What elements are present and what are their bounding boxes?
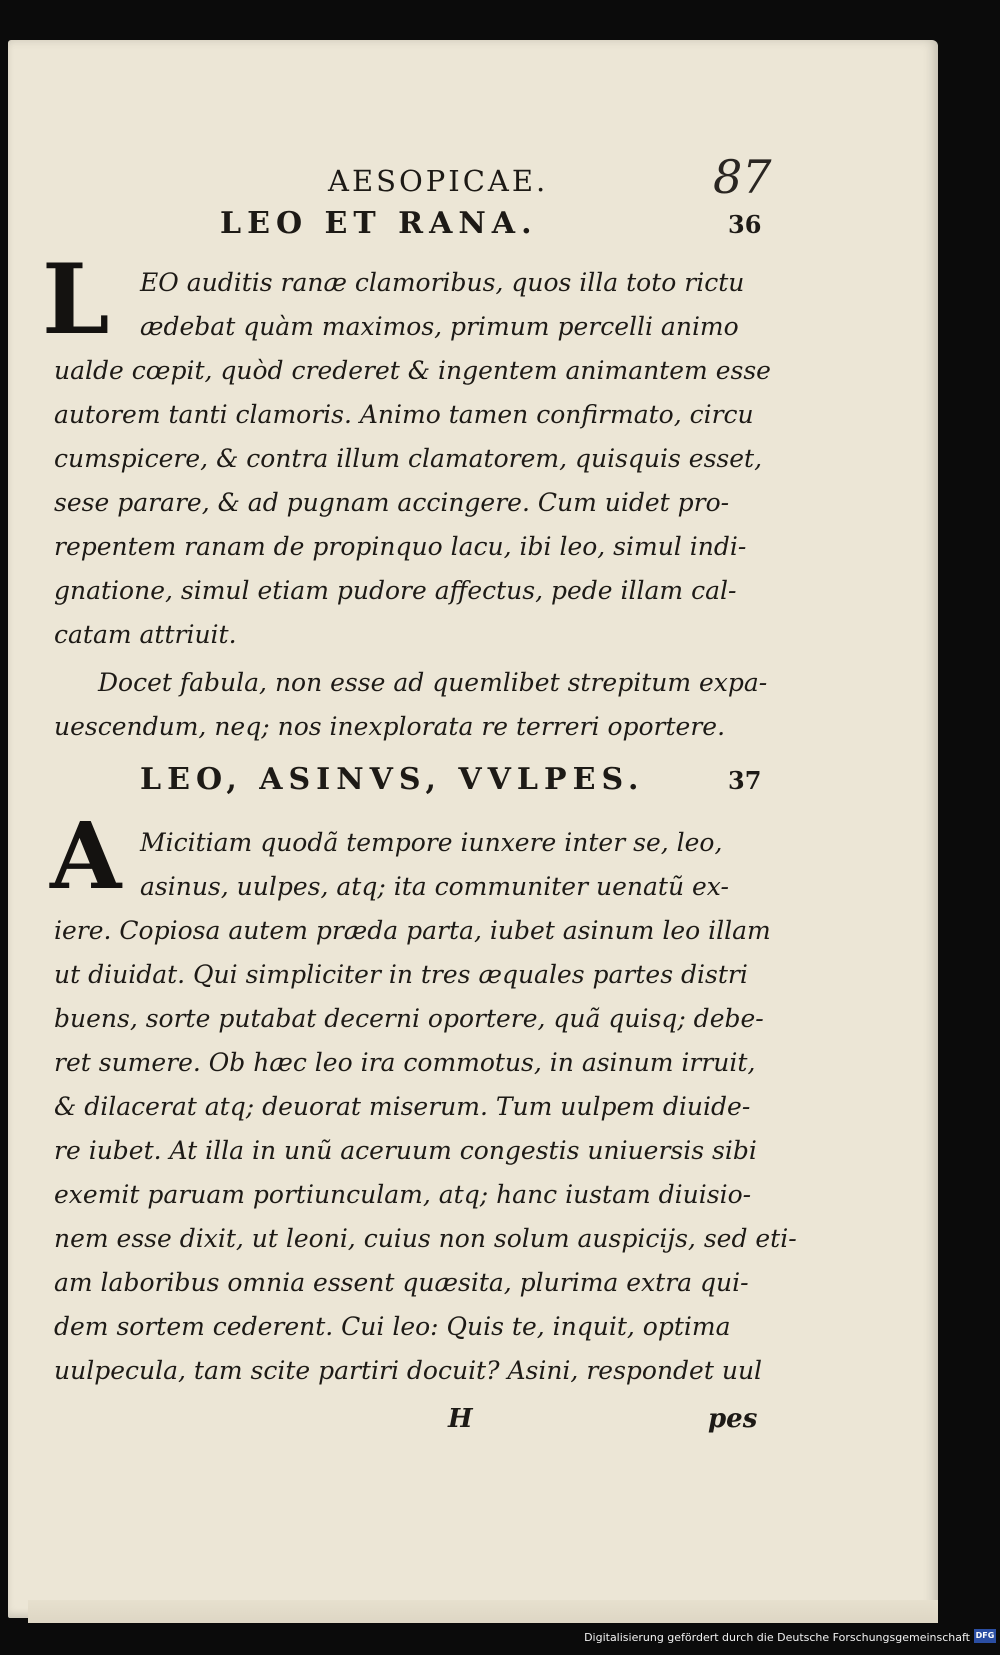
text-line: catam attriuit. — [54, 620, 237, 649]
text-line: ut diuidat. Qui simpliciter in tres æquales partes distri — [54, 960, 748, 989]
text-line: am laboribus omnia essent quæsita, plurima extra qui- — [54, 1268, 749, 1297]
text-line: nem esse dixit, ut leoni, cuius non solum auspicijs, sed eti- — [54, 1224, 797, 1253]
text-line: Micitiam quodã tempore iunxere inter se, leo, — [140, 828, 723, 857]
text-line: gnatione, simul etiam pudore affectus, pede illam cal- — [54, 576, 737, 605]
text-line: uulpecula, tam scite partiri docuit? Asini, respondet uul — [54, 1356, 763, 1385]
text-line: buens, sorte putabat decerni oportere, quã quisq; debe- — [54, 1004, 764, 1033]
digitization-credit: Digitalisierung gefördert durch die Deutsche Forschungsgemeinschaft — [584, 1631, 970, 1644]
text-line: repentem ranam de propinquo lacu, ibi leo, simul indi- — [54, 532, 747, 561]
text-line: & dilacerat atq; deuorat miserum. Tum uulpem diuide- — [54, 1092, 751, 1121]
drop-cap-initial: L — [42, 243, 110, 356]
fable-heading-36 — [8, 206, 938, 246]
text-line: cumspicere, & contra illum clamatorem, quisquis esset, — [54, 444, 763, 473]
fable-title: LEO ET RANA. — [220, 206, 538, 241]
text-line: ualde cœpit, quòd crederet & ingentem animantem esse — [54, 356, 771, 385]
text-line: re iubet. At illa in unũ aceruum congestis uniuersis sibi — [54, 1136, 757, 1165]
footer-bar — [0, 1623, 1000, 1655]
drop-cap-initial: A — [50, 802, 122, 910]
dfg-logo: DFG — [974, 1629, 996, 1643]
catchword: pes — [708, 1404, 758, 1434]
moral-line: Docet fabula, non esse ad quemlibet strepitum expa- — [98, 668, 768, 697]
page-number: 87 — [713, 150, 772, 204]
text-line: iere. Copiosa autem præda parta, iubet asinum leo illam — [54, 916, 771, 945]
text-line: asinus, uulpes, atq; ita communiter uenatũ ex- — [140, 872, 729, 901]
fable-heading-37 — [8, 762, 938, 802]
text-line: ædebat quàm maximos, primum percelli animo — [140, 312, 739, 341]
moral-line: uescendum, neq; nos inexplorata re terreri oportere. — [54, 712, 726, 741]
fable-number: 36 — [728, 210, 762, 239]
fable-title: LEO, ASINVS, VVLPES. — [140, 762, 645, 797]
text-line: EO auditis ranæ clamoribus, quos illa toto rictu — [140, 268, 745, 297]
text-line: sese parare, & ad pugnam accingere. Cum uidet pro- — [54, 488, 730, 517]
fable-number: 37 — [728, 766, 762, 795]
book-page — [8, 40, 938, 1618]
text-line: autorem tanti clamoris. Animo tamen confirmato, circu — [54, 400, 754, 429]
text-line: dem sortem cederent. Cui leo: Quis te, inquit, optima — [54, 1312, 731, 1341]
text-line: exemit paruam portiunculam, atq; hanc iustam diuisio- — [54, 1180, 752, 1209]
running-title: AESOPICAE. — [328, 164, 549, 198]
running-head — [8, 148, 938, 208]
text-line: ret sumere. Ob hæc leo ira commotus, in asinum irruit, — [54, 1048, 756, 1077]
signature-mark: H — [448, 1404, 473, 1434]
